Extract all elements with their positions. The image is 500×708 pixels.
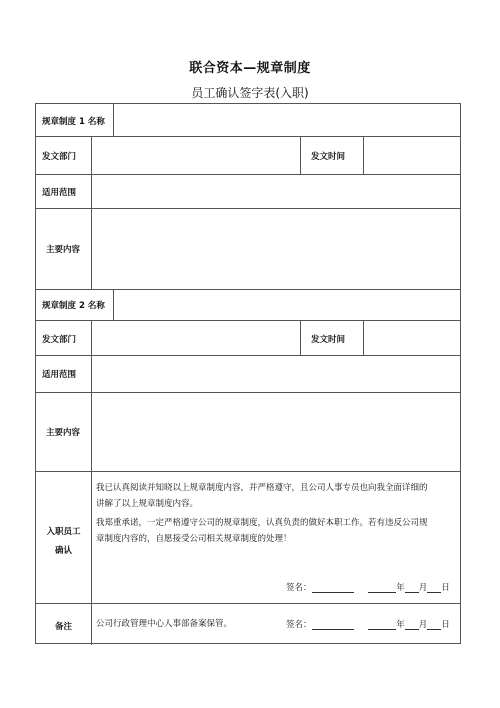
row-divider	[36, 471, 460, 472]
regulation-1-dept-label: 发文部门	[42, 152, 77, 162]
row-divider	[36, 174, 460, 175]
col-divider	[91, 320, 92, 645]
employee-confirm-label-line1: 入职员工	[46, 527, 81, 537]
col-divider	[113, 104, 114, 136]
commitment-para1-line1: 我已认真阅读并知晓以上规章制度内容，并严格遵守，且公司人事专员也向我全面详细的	[96, 483, 428, 493]
month-label: 月	[418, 620, 428, 630]
regulation-1-content-label: 主要内容	[46, 245, 81, 255]
col-divider	[113, 289, 114, 320]
regulation-1-time-label: 发文时间	[311, 152, 346, 162]
year-blank[interactable]	[368, 620, 396, 630]
remark-signature-label: 签名：	[286, 620, 312, 630]
commitment-para1-line2: 讲解了以上规章制度内容。	[96, 499, 199, 509]
employee-confirm-label	[36, 523, 91, 561]
col-divider	[300, 136, 301, 174]
commitment-para2-line1: 我郑重承诺，一定严格遵守公司的规章制度，认真负责的做好本职工作。若有违反公司规	[96, 518, 428, 528]
month-label: 月	[418, 583, 428, 593]
regulation-2-time-label: 发文时间	[311, 335, 346, 345]
remark-label: 备注	[54, 622, 72, 632]
signature-blank[interactable]	[312, 583, 354, 593]
page-title: 联合资本—规章制度	[189, 61, 311, 76]
row-divider	[36, 136, 460, 137]
year-label: 年	[396, 620, 405, 630]
confirm-signature-line	[286, 581, 450, 593]
row-divider	[36, 392, 460, 393]
signature-blank[interactable]	[312, 620, 354, 630]
year-blank[interactable]	[368, 583, 396, 593]
month-blank[interactable]	[405, 620, 419, 630]
confirmation-form-table	[35, 103, 461, 644]
employee-confirm-label-line2: 确认	[54, 546, 72, 556]
row-divider	[36, 320, 460, 321]
regulation-1-scope-label: 适用范围	[42, 188, 77, 198]
regulation-2-dept-label: 发文部门	[42, 335, 77, 345]
day-label: 日	[441, 583, 450, 593]
col-divider	[363, 320, 364, 355]
regulation-2-name-label: 规章制度 2 名称	[42, 301, 105, 311]
remark-signature-line	[286, 618, 450, 630]
month-blank[interactable]	[405, 583, 419, 593]
day-blank[interactable]	[427, 620, 441, 630]
row-divider	[36, 355, 460, 356]
row-divider	[36, 289, 460, 290]
day-blank[interactable]	[427, 583, 441, 593]
col-divider	[300, 320, 301, 355]
regulation-2-scope-label: 适用范围	[42, 370, 77, 380]
regulation-2-content-label: 主要内容	[46, 428, 81, 438]
regulation-1-name-label: 规章制度 1 名称	[42, 117, 105, 127]
row-divider	[36, 603, 460, 604]
commitment-text	[96, 480, 458, 547]
year-label: 年	[396, 583, 405, 593]
confirm-signature-label: 签名：	[286, 583, 312, 593]
remark-text: 公司行政管理中心人事部备案保管。	[96, 619, 233, 629]
col-divider	[363, 136, 364, 174]
col-divider	[91, 136, 92, 289]
row-divider	[36, 208, 460, 209]
commitment-para2-line2: 章制度内容的，自愿接受公司相关规章制度的处理！	[96, 534, 292, 544]
day-label: 日	[441, 620, 450, 630]
page-subtitle: 员工确认签字表(入职)	[191, 86, 309, 100]
